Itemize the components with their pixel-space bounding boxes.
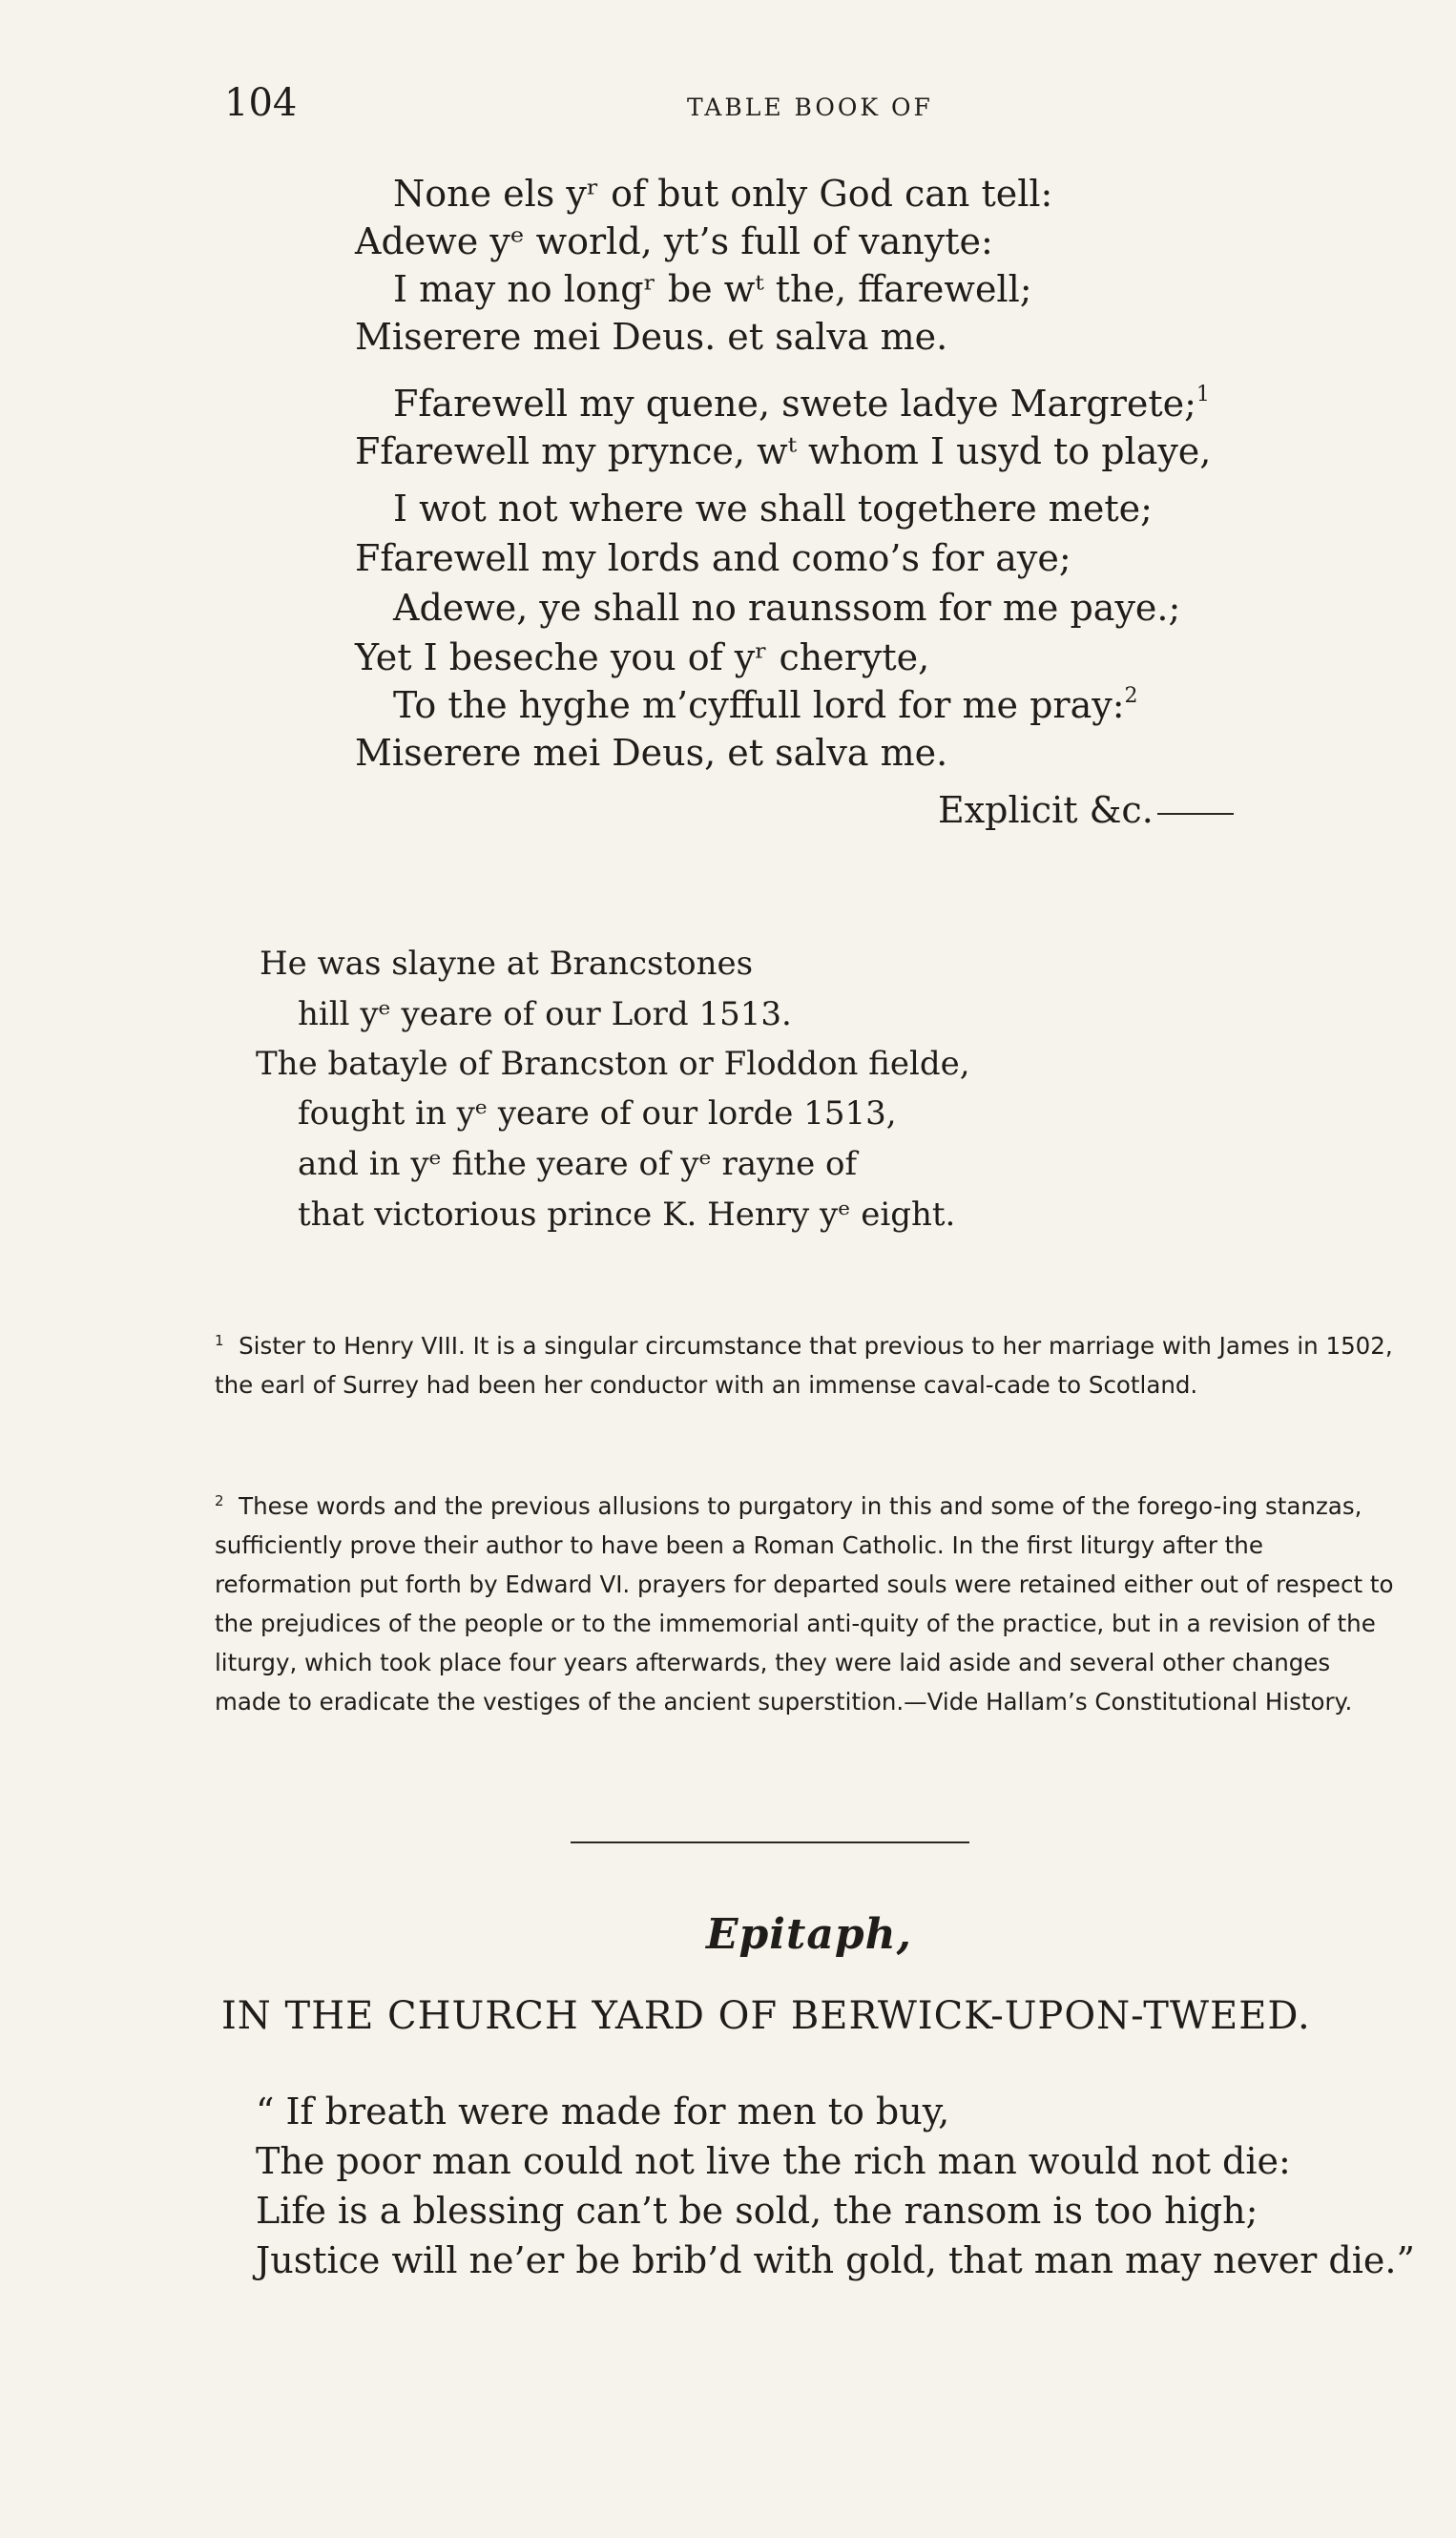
verse-line: Adewe, ye shall no raunssom for me paye.; bbox=[393, 587, 1181, 629]
verse-line: Miserere mei Deus, et salva me. bbox=[355, 732, 948, 774]
verse-line: None els yʳ of but only God can tell: bbox=[393, 173, 1053, 215]
inscription-line: The batayle of Brancston or Floddon fielde, bbox=[256, 1045, 970, 1083]
verse-line: Yet I beseche you of yʳ cheryte, bbox=[355, 636, 930, 678]
footnote-text: These words and the previous allusions to purgatory in this and some of the forego-ing stanzas, sufficiently prove their author to have been a Roman Catholic. In the first liturgy after the reformation put forth by Edward VI. prayers for departed souls were retained either out of respect to the prejudices of the people or to the immemorial anti-quity of the practice, but in a revision of the liturgy, which took place four years afterwards, they were laid aside and several other changes made to eradicate the vestiges of the ancient superstition.—Vide Hallam’s Constitutional History. bbox=[215, 1492, 1394, 1716]
page-number: 104 bbox=[224, 81, 298, 125]
epitaph-title: Epitaph, bbox=[706, 1910, 912, 1959]
inscription-line: He was slayne at Brancstones bbox=[260, 945, 754, 983]
footnote-mark: 1 bbox=[1196, 383, 1210, 407]
footnote-2 bbox=[215, 1487, 1398, 1721]
inscription-line: hill yᵉ yeare of our Lord 1513. bbox=[298, 995, 792, 1033]
inscription-line: that victorious prince K. Henry yᵉ eight. bbox=[298, 1196, 956, 1234]
epitaph-subtitle: IN THE CHURCH YARD OF BERWICK-UPON-TWEED. bbox=[221, 1994, 1311, 2038]
running-title: TABLE BOOK OF bbox=[687, 94, 933, 121]
section-divider bbox=[571, 1841, 969, 1843]
verse-line: The poor man could not live the rich man would not die: bbox=[256, 2140, 1291, 2182]
verse-line: Ffarewell my lords and como’s for aye; bbox=[355, 537, 1071, 579]
verse-line: I wot not where we shall togethere mete; bbox=[393, 488, 1153, 530]
verse-line: Justice will ne’er be brib’d with gold, that man may never die.” bbox=[256, 2239, 1415, 2281]
verse-line: “ If breath were made for men to buy, bbox=[256, 2091, 950, 2132]
footnote-mark: 2 bbox=[215, 1491, 224, 1509]
verse-line: Ffarewell my quene, swete ladye Margrete;$^1$ bbox=[393, 383, 1210, 425]
footnote-1 bbox=[215, 1326, 1398, 1404]
verse-line: To the hyghe m’cyffull lord for me pray:$^2$ bbox=[393, 684, 1138, 726]
inscription-line: and in yᵉ fithe yeare of yᵉ rayne of bbox=[298, 1145, 858, 1183]
verse-line: Life is a blessing can’t be sold, the ransom is too high; bbox=[256, 2190, 1258, 2232]
verse-line: Adewe yᵉ world, yt’s full of vanyte: bbox=[355, 220, 993, 262]
footnote-text: Sister to Henry VIII. It is a singular circumstance that previous to her marriage with James in 1502, the earl of Surrey had been her conductor with an immense caval-cade to Scotland. bbox=[215, 1332, 1393, 1399]
verse-line: Ffarewell my prynce, wᵗ whom I usyd to playe, bbox=[355, 430, 1212, 472]
dash-rule bbox=[1157, 813, 1234, 815]
footnote-mark: 1 bbox=[215, 1331, 224, 1349]
verse-line: I may no longʳ be wᵗ the, ffarewell; bbox=[393, 268, 1032, 310]
explicit: Explicit &c. bbox=[938, 786, 1234, 834]
footnote-mark: 2 bbox=[1124, 684, 1138, 709]
inscription-line: fought in yᵉ yeare of our lorde 1513, bbox=[298, 1094, 897, 1133]
verse-line: Miserere mei Deus. et salva me. bbox=[355, 316, 948, 358]
